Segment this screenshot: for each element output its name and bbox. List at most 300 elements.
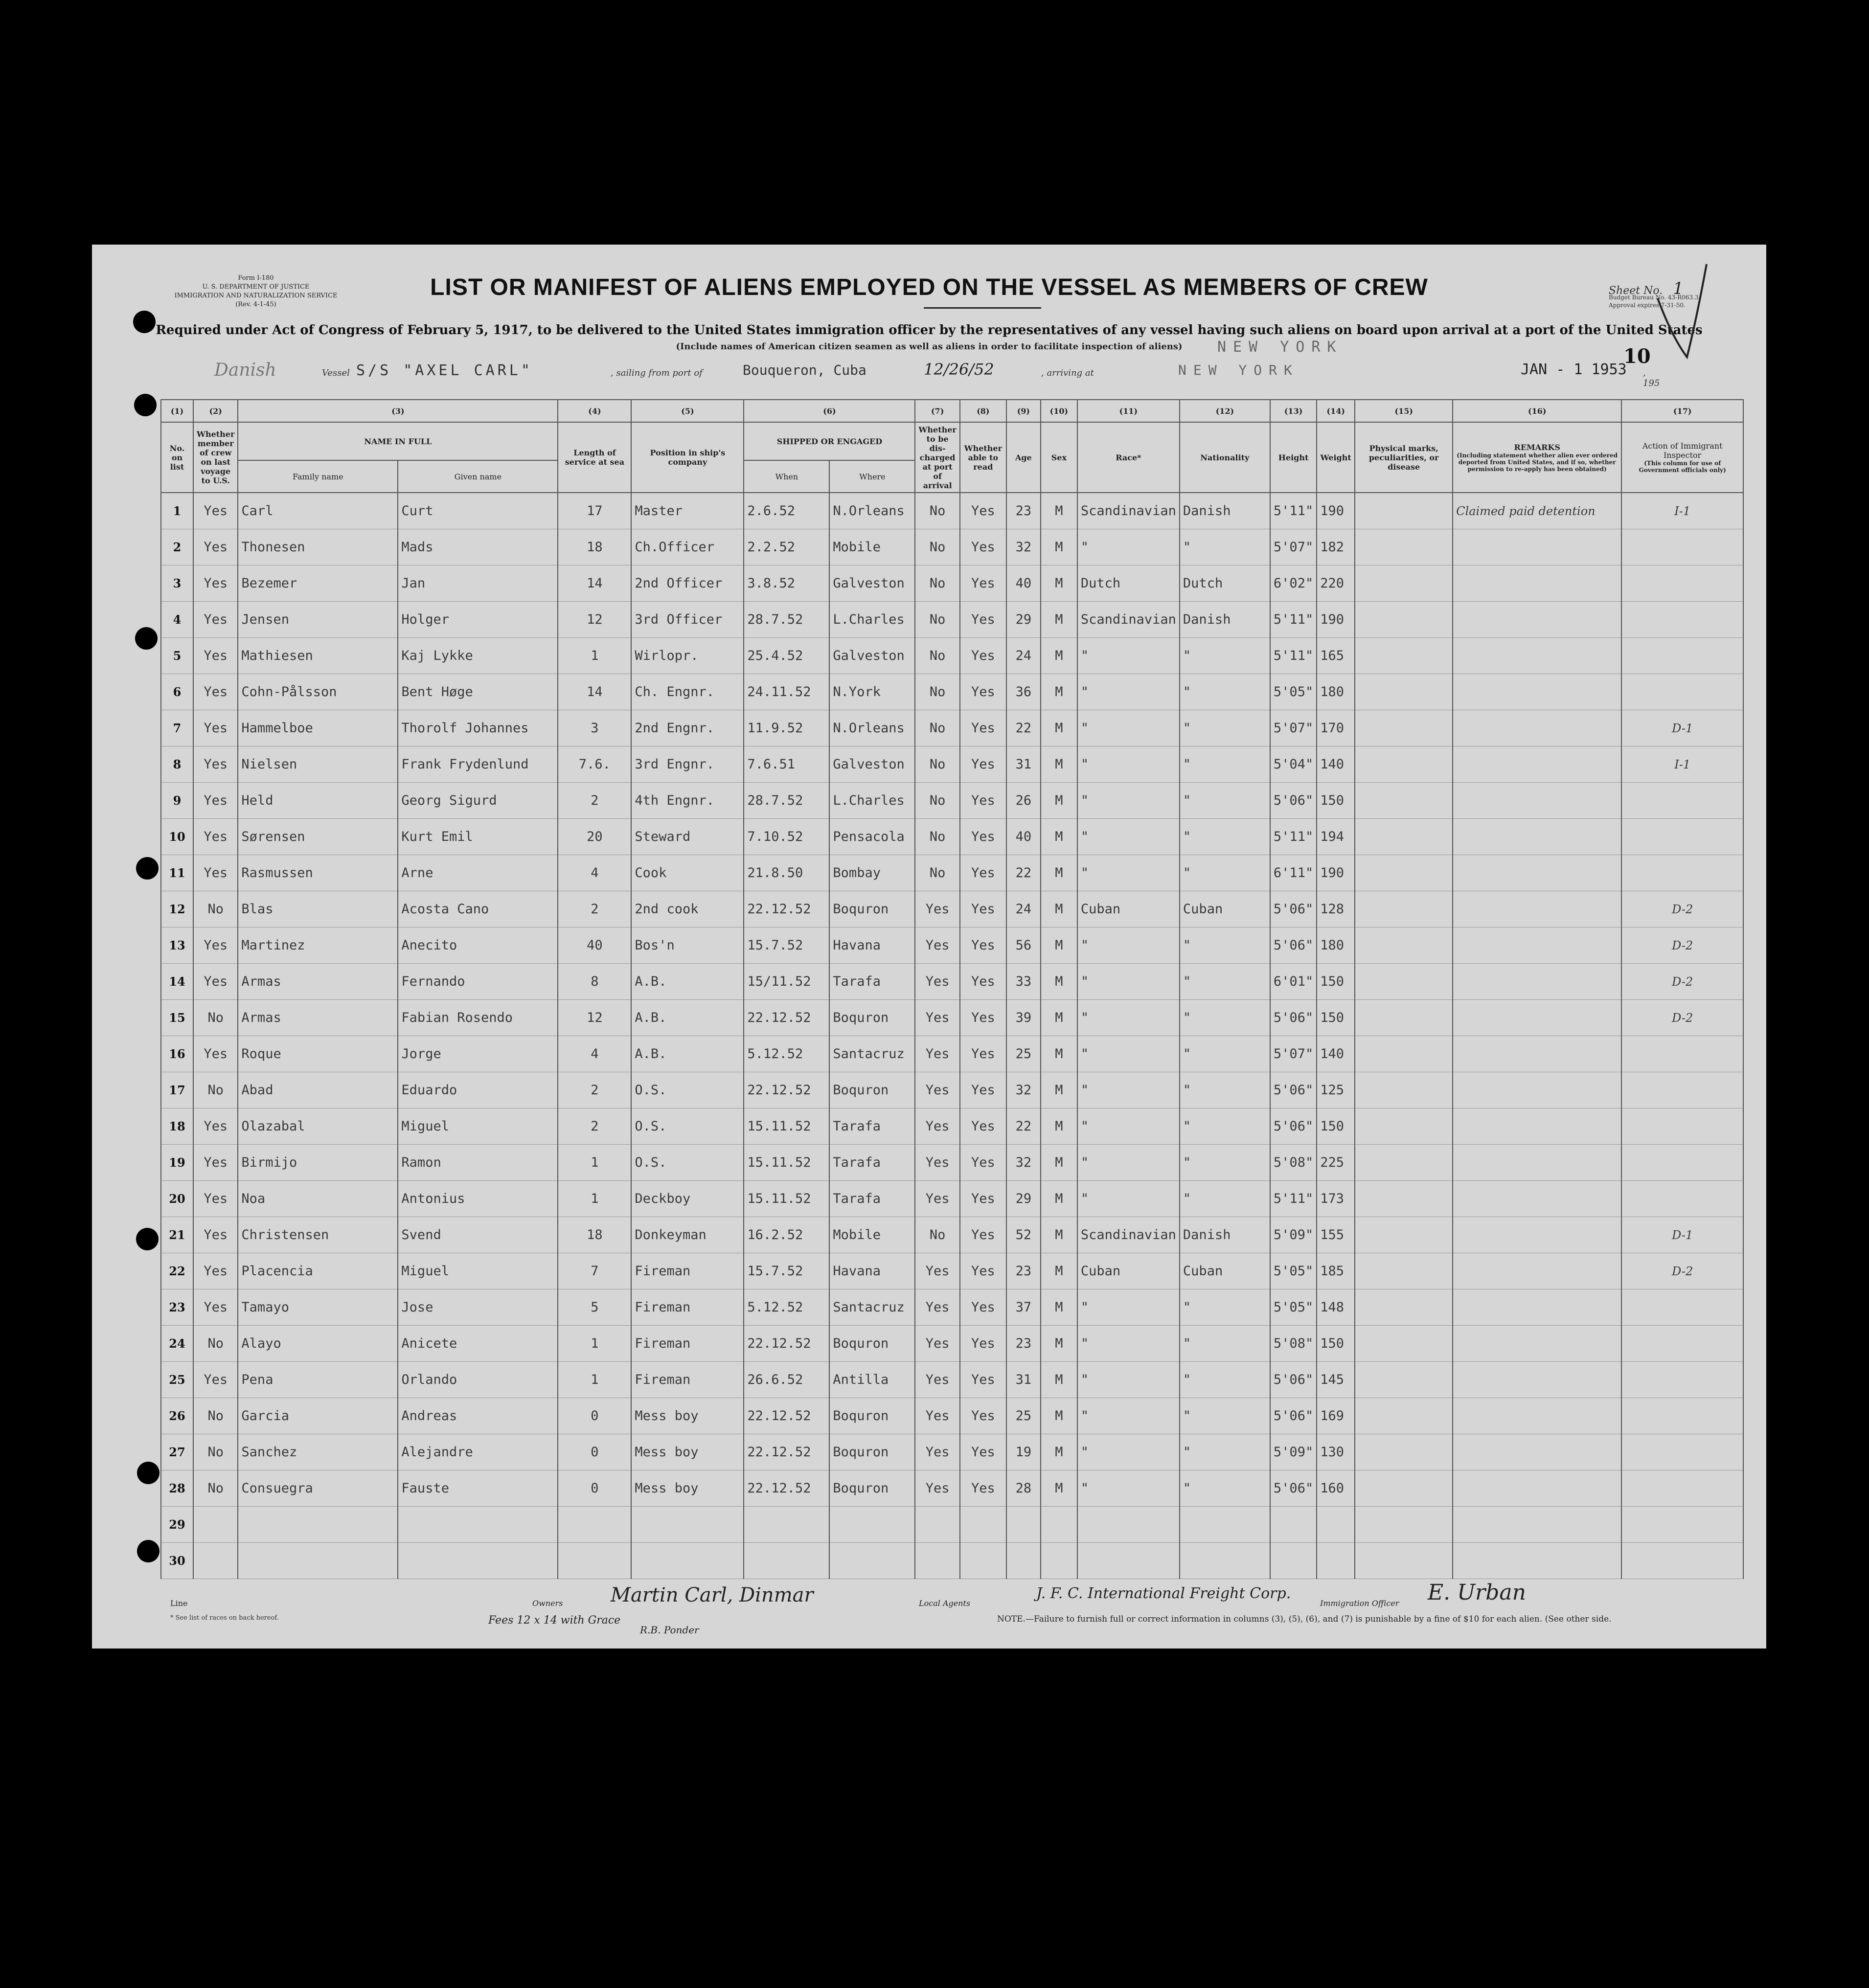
cell-shipped-where: N.York xyxy=(829,674,915,710)
cell-race: Scandinavian xyxy=(1077,1217,1180,1253)
sailing-date: 12/26/52 xyxy=(924,360,994,379)
cell-row-number: 16 xyxy=(161,1036,193,1072)
cell-race: " xyxy=(1077,1289,1180,1326)
cell-age xyxy=(1006,1543,1041,1579)
cell-given-name: Orlando xyxy=(398,1362,558,1398)
cell-row-number: 27 xyxy=(161,1434,193,1470)
cell-weight: 190 xyxy=(1317,602,1355,638)
cell-nationality: " xyxy=(1180,1072,1270,1108)
cell-last-voyage: No xyxy=(193,1072,238,1108)
cell-row-number: 23 xyxy=(161,1289,193,1326)
cell-physical-marks xyxy=(1355,1000,1453,1036)
cell-height: 5'05" xyxy=(1270,674,1317,710)
cell-action: D-2 xyxy=(1621,927,1743,964)
cell-family-name: Garcia xyxy=(238,1398,398,1434)
cell-last-voyage: No xyxy=(193,1000,238,1036)
form-service: IMMIGRATION AND NATURALIZATION SERVICE xyxy=(174,292,338,299)
cell-age: 19 xyxy=(1006,1434,1041,1470)
cell-row-number: 7 xyxy=(161,710,193,746)
cell-remarks xyxy=(1453,1470,1621,1507)
cell-nationality: " xyxy=(1180,1108,1270,1145)
cell-weight: 150 xyxy=(1317,1326,1355,1362)
cell-last-voyage: Yes xyxy=(193,602,238,638)
cell-family-name: Cohn-Pålsson xyxy=(238,674,398,710)
cell-row-number: 10 xyxy=(161,819,193,855)
cell-length-service: 2 xyxy=(558,1072,631,1108)
cell-length-service: 0 xyxy=(558,1398,631,1434)
cell-family-name: Mathiesen xyxy=(238,638,398,674)
cell-physical-marks xyxy=(1355,493,1453,529)
cell-shipped-when: 15.11.52 xyxy=(744,1181,829,1217)
table-row xyxy=(161,1072,1743,1108)
cell-length-service: 18 xyxy=(558,1217,631,1253)
cell-age: 40 xyxy=(1006,819,1041,855)
header-given-name: Given name xyxy=(398,460,558,493)
cell-sex: M xyxy=(1041,1108,1077,1145)
cell-discharged: No xyxy=(915,602,959,638)
cell-weight xyxy=(1317,1543,1355,1579)
year-suffix: , 195 xyxy=(1643,368,1660,388)
cell-sex: M xyxy=(1041,1253,1077,1289)
cell-remarks xyxy=(1453,1145,1621,1181)
cell-sex: M xyxy=(1041,638,1077,674)
punch-hole xyxy=(134,394,157,416)
cell-length-service: 40 xyxy=(558,927,631,964)
cell-able-to-read: Yes xyxy=(960,891,1006,927)
cell-given-name: Ramon xyxy=(398,1145,558,1181)
cell-nationality: " xyxy=(1180,1036,1270,1072)
cell-action xyxy=(1621,855,1743,891)
cell-physical-marks xyxy=(1355,1507,1453,1543)
cell-physical-marks xyxy=(1355,1072,1453,1108)
cell-action: D-2 xyxy=(1621,964,1743,1000)
owners-label: Owners xyxy=(532,1599,563,1608)
remarks-subtitle: (Including statement whether alien ever ordered deported from United States, and if so, whether permission to re-apply has been obtained) xyxy=(1457,452,1618,473)
cell-position: Fireman xyxy=(631,1289,744,1326)
cell-able-to-read: Yes xyxy=(960,927,1006,964)
cell-physical-marks xyxy=(1355,783,1453,819)
cell-nationality: " xyxy=(1180,710,1270,746)
from-port: Bouqueron, Cuba xyxy=(743,362,866,378)
cell-shipped-where xyxy=(829,1543,915,1579)
cell-last-voyage: Yes xyxy=(193,855,238,891)
cell-race: " xyxy=(1077,783,1180,819)
cell-action xyxy=(1621,638,1743,674)
cell-discharged: Yes xyxy=(915,1253,959,1289)
cell-shipped-where: Tarafa xyxy=(829,964,915,1000)
cell-action xyxy=(1621,1507,1743,1543)
cell-physical-marks xyxy=(1355,1217,1453,1253)
cell-height: 5'04" xyxy=(1270,746,1317,783)
cell-shipped-where: N.Orleans xyxy=(829,493,915,529)
cell-height: 5'06" xyxy=(1270,1108,1317,1145)
cell-discharged: No xyxy=(915,1217,959,1253)
cell-row-number: 30 xyxy=(161,1543,193,1579)
cell-physical-marks xyxy=(1355,1108,1453,1145)
cell-length-service: 1 xyxy=(558,1145,631,1181)
cell-family-name: Bezemer xyxy=(238,565,398,602)
cell-action xyxy=(1621,1326,1743,1362)
cell-nationality: " xyxy=(1180,529,1270,565)
cell-shipped-where: Pensacola xyxy=(829,819,915,855)
cell-remarks xyxy=(1453,1326,1621,1362)
cell-weight: 170 xyxy=(1317,710,1355,746)
col-num-6: (6) xyxy=(744,400,915,422)
col-num-7: (7) xyxy=(915,400,959,422)
cell-race: " xyxy=(1077,1434,1180,1470)
header-height: Height xyxy=(1270,422,1317,493)
cell-action xyxy=(1621,1108,1743,1145)
cell-able-to-read: Yes xyxy=(960,1326,1006,1362)
cell-nationality: Danish xyxy=(1180,1217,1270,1253)
port-stamp: NEW YORK xyxy=(1217,339,1343,356)
cell-last-voyage: Yes xyxy=(193,710,238,746)
cell-length-service: 5 xyxy=(558,1289,631,1326)
action-title: Action of Immigrant Inspector xyxy=(1642,441,1723,460)
cell-remarks xyxy=(1453,1289,1621,1326)
cell-remarks xyxy=(1453,1543,1621,1579)
cell-discharged: Yes xyxy=(915,1145,959,1181)
cell-length-service: 20 xyxy=(558,819,631,855)
cell-length-service: 2 xyxy=(558,783,631,819)
cell-row-number: 24 xyxy=(161,1326,193,1362)
cell-height: 5'08" xyxy=(1270,1326,1317,1362)
cell-shipped-when xyxy=(744,1543,829,1579)
punch-hole xyxy=(137,1540,160,1562)
cell-row-number: 4 xyxy=(161,602,193,638)
vessel-name: S/S "AXEL CARL" xyxy=(356,362,533,379)
cell-action xyxy=(1621,783,1743,819)
cell-family-name: Roque xyxy=(238,1036,398,1072)
table-row xyxy=(161,1326,1743,1362)
cell-remarks xyxy=(1453,1434,1621,1470)
cell-shipped-when: 22.12.52 xyxy=(744,1434,829,1470)
cell-race: " xyxy=(1077,855,1180,891)
cell-age: 25 xyxy=(1006,1036,1041,1072)
cell-able-to-read: Yes xyxy=(960,1289,1006,1326)
cell-sex: M xyxy=(1041,1326,1077,1362)
cell-nationality xyxy=(1180,1507,1270,1543)
cell-physical-marks xyxy=(1355,819,1453,855)
cell-shipped-when: 2.6.52 xyxy=(744,493,829,529)
cell-position: Fireman xyxy=(631,1362,744,1398)
cell-weight: 165 xyxy=(1317,638,1355,674)
cell-nationality: Cuban xyxy=(1180,891,1270,927)
cell-able-to-read: Yes xyxy=(960,1036,1006,1072)
header-family-name: Family name xyxy=(238,460,398,493)
cell-action xyxy=(1621,1543,1743,1579)
cell-able-to-read: Yes xyxy=(960,855,1006,891)
cell-given-name: Alejandre xyxy=(398,1434,558,1470)
cell-physical-marks xyxy=(1355,1543,1453,1579)
line-label: Line xyxy=(170,1599,188,1608)
header-race: Race* xyxy=(1077,422,1180,493)
cell-physical-marks xyxy=(1355,1036,1453,1072)
cell-age: 32 xyxy=(1006,1145,1041,1181)
cell-height: 6'02" xyxy=(1270,565,1317,602)
col-num-17: (17) xyxy=(1621,400,1743,422)
cell-discharged: Yes xyxy=(915,1072,959,1108)
cell-given-name: Jan xyxy=(398,565,558,602)
cell-remarks: Claimed paid detention xyxy=(1453,493,1621,529)
punch-hole xyxy=(137,1462,160,1484)
cell-weight: 150 xyxy=(1317,783,1355,819)
cell-family-name: Alayo xyxy=(238,1326,398,1362)
cell-last-voyage: Yes xyxy=(193,493,238,529)
cell-row-number: 22 xyxy=(161,1253,193,1289)
table-row xyxy=(161,1217,1743,1253)
cell-last-voyage: Yes xyxy=(193,1362,238,1398)
cell-physical-marks xyxy=(1355,1470,1453,1507)
cell-shipped-where xyxy=(829,1507,915,1543)
cell-discharged: No xyxy=(915,783,959,819)
cell-remarks xyxy=(1453,855,1621,891)
cell-nationality: " xyxy=(1180,746,1270,783)
cell-race: " xyxy=(1077,964,1180,1000)
cell-shipped-when: 22.12.52 xyxy=(744,1470,829,1507)
cell-able-to-read: Yes xyxy=(960,602,1006,638)
cell-family-name: Sanchez xyxy=(238,1434,398,1470)
cell-length-service: 0 xyxy=(558,1434,631,1470)
cell-age: 31 xyxy=(1006,1362,1041,1398)
cell-given-name: Fabian Rosendo xyxy=(398,1000,558,1036)
cell-length-service: 1 xyxy=(558,1362,631,1398)
cell-height: 5'09" xyxy=(1270,1434,1317,1470)
cell-row-number: 20 xyxy=(161,1181,193,1217)
cell-length-service: 1 xyxy=(558,1326,631,1362)
cell-position: O.S. xyxy=(631,1145,744,1181)
cell-weight: 180 xyxy=(1317,927,1355,964)
cell-able-to-read xyxy=(960,1543,1006,1579)
col-num-8: (8) xyxy=(960,400,1006,422)
cell-age: 56 xyxy=(1006,927,1041,964)
cell-action xyxy=(1621,1036,1743,1072)
cell-discharged: No xyxy=(915,565,959,602)
cell-weight: 128 xyxy=(1317,891,1355,927)
action-subtitle: (This column for use of Government officials only) xyxy=(1639,460,1726,474)
cell-age: 23 xyxy=(1006,493,1041,529)
form-revision: (Rev. 4-1-45) xyxy=(235,301,276,308)
cell-discharged: Yes xyxy=(915,1398,959,1434)
cell-physical-marks xyxy=(1355,1253,1453,1289)
col-num-3: (3) xyxy=(238,400,558,422)
cell-shipped-when: 15.7.52 xyxy=(744,1253,829,1289)
cell-family-name xyxy=(238,1543,398,1579)
cell-length-service: 12 xyxy=(558,602,631,638)
cell-age: 22 xyxy=(1006,1108,1041,1145)
cell-able-to-read: Yes xyxy=(960,1434,1006,1470)
cell-last-voyage: No xyxy=(193,1470,238,1507)
cell-last-voyage: Yes xyxy=(193,638,238,674)
cell-sex: M xyxy=(1041,1289,1077,1326)
cell-physical-marks xyxy=(1355,565,1453,602)
cell-family-name: Thonesen xyxy=(238,529,398,565)
cell-age: 31 xyxy=(1006,746,1041,783)
cell-last-voyage: Yes xyxy=(193,529,238,565)
table-row xyxy=(161,1434,1743,1470)
cell-last-voyage: Yes xyxy=(193,927,238,964)
cell-able-to-read: Yes xyxy=(960,746,1006,783)
cell-remarks xyxy=(1453,746,1621,783)
cell-race: Dutch xyxy=(1077,565,1180,602)
cell-age: 23 xyxy=(1006,1253,1041,1289)
cell-last-voyage: Yes xyxy=(193,783,238,819)
cell-sex: M xyxy=(1041,493,1077,529)
cell-shipped-when: 21.8.50 xyxy=(744,855,829,891)
cell-last-voyage: No xyxy=(193,1326,238,1362)
cell-row-number: 17 xyxy=(161,1072,193,1108)
cell-shipped-where: Boquron xyxy=(829,1434,915,1470)
cell-action xyxy=(1621,1145,1743,1181)
cell-row-number: 2 xyxy=(161,529,193,565)
cell-family-name: Carl xyxy=(238,493,398,529)
cell-weight: 140 xyxy=(1317,746,1355,783)
cell-shipped-when: 24.11.52 xyxy=(744,674,829,710)
cell-shipped-when xyxy=(744,1507,829,1543)
cell-weight xyxy=(1317,1507,1355,1543)
cell-row-number: 15 xyxy=(161,1000,193,1036)
cell-height: 5'06" xyxy=(1270,1470,1317,1507)
cell-action xyxy=(1621,1181,1743,1217)
cell-position: Mess boy xyxy=(631,1398,744,1434)
header-nationality: Nationality xyxy=(1180,422,1270,493)
cell-discharged: No xyxy=(915,674,959,710)
cell-family-name: Hammelboe xyxy=(238,710,398,746)
margin-annotation: Fees 12 x 14 with Grace xyxy=(488,1614,621,1627)
cell-shipped-where: Santacruz xyxy=(829,1036,915,1072)
cell-race: " xyxy=(1077,710,1180,746)
cell-remarks xyxy=(1453,1362,1621,1398)
cell-row-number: 18 xyxy=(161,1108,193,1145)
cell-weight: 130 xyxy=(1317,1434,1355,1470)
cell-weight: 160 xyxy=(1317,1470,1355,1507)
cell-shipped-when: 15.7.52 xyxy=(744,927,829,964)
cell-discharged: Yes xyxy=(915,1000,959,1036)
header-when: When xyxy=(744,460,829,493)
cell-age: 39 xyxy=(1006,1000,1041,1036)
cell-length-service: 14 xyxy=(558,674,631,710)
cell-race: " xyxy=(1077,1326,1180,1362)
cell-physical-marks xyxy=(1355,1289,1453,1326)
cell-shipped-where: Boquron xyxy=(829,1398,915,1434)
cell-height: 5'07" xyxy=(1270,1036,1317,1072)
cell-race: Cuban xyxy=(1077,1253,1180,1289)
cell-sex: M xyxy=(1041,1398,1077,1434)
cell-height: 5'05" xyxy=(1270,1253,1317,1289)
cell-physical-marks xyxy=(1355,1145,1453,1181)
col-num-13: (13) xyxy=(1270,400,1317,422)
cell-last-voyage: No xyxy=(193,1398,238,1434)
cell-discharged xyxy=(915,1507,959,1543)
cell-race: " xyxy=(1077,529,1180,565)
table-row xyxy=(161,1108,1743,1145)
cell-action xyxy=(1621,1289,1743,1326)
cell-height: 5'06" xyxy=(1270,927,1317,964)
cell-row-number: 25 xyxy=(161,1362,193,1398)
cell-remarks xyxy=(1453,1217,1621,1253)
header-sex: Sex xyxy=(1041,422,1077,493)
cell-sex: M xyxy=(1041,1000,1077,1036)
col-num-15: (15) xyxy=(1355,400,1453,422)
cell-given-name: Antonius xyxy=(398,1181,558,1217)
cell-height: 5'11" xyxy=(1270,493,1317,529)
table-row xyxy=(161,674,1743,710)
cell-race: " xyxy=(1077,1072,1180,1108)
col-num-1: (1) xyxy=(161,400,193,422)
cell-discharged: Yes xyxy=(915,1326,959,1362)
cell-family-name: Rasmussen xyxy=(238,855,398,891)
cell-length-service: 12 xyxy=(558,1000,631,1036)
col-num-14: (14) xyxy=(1317,400,1355,422)
punch-hole xyxy=(136,1228,159,1250)
officer-label: Immigration Officer xyxy=(1320,1599,1399,1608)
table-row xyxy=(161,1036,1743,1072)
cell-action xyxy=(1621,1398,1743,1434)
cell-height: 5'06" xyxy=(1270,891,1317,927)
cell-given-name: Anicete xyxy=(398,1326,558,1362)
cell-last-voyage: No xyxy=(193,1434,238,1470)
cell-sex: M xyxy=(1041,819,1077,855)
cell-shipped-when: 22.12.52 xyxy=(744,891,829,927)
cell-nationality: Dutch xyxy=(1180,565,1270,602)
cell-nationality: " xyxy=(1180,1398,1270,1434)
margin-initials: R.B. Ponder xyxy=(640,1624,699,1636)
cell-sex: M xyxy=(1041,1470,1077,1507)
cell-family-name: Jensen xyxy=(238,602,398,638)
cell-sex: M xyxy=(1041,1217,1077,1253)
cell-height: 5'06" xyxy=(1270,1362,1317,1398)
cell-nationality: Danish xyxy=(1180,602,1270,638)
header-length-service: Length of service at sea xyxy=(558,422,631,493)
approval-expiry: Approval expires 7-31-50. xyxy=(1609,302,1686,309)
cell-nationality: " xyxy=(1180,1470,1270,1507)
table-row xyxy=(161,855,1743,891)
header-where: Where xyxy=(829,460,915,493)
cell-weight: 194 xyxy=(1317,819,1355,855)
cell-nationality: " xyxy=(1180,1362,1270,1398)
cell-weight: 150 xyxy=(1317,1000,1355,1036)
cell-position: 3rd Engnr. xyxy=(631,746,744,783)
cell-position: Ch.Officer xyxy=(631,529,744,565)
table-row xyxy=(161,565,1743,602)
punch-hole xyxy=(136,857,159,880)
table-row xyxy=(161,602,1743,638)
cell-age: 36 xyxy=(1006,674,1041,710)
cell-weight: 225 xyxy=(1317,1145,1355,1181)
cell-length-service: 8 xyxy=(558,964,631,1000)
check-mark-icon xyxy=(1653,259,1711,362)
col-num-16: (16) xyxy=(1453,400,1621,422)
cell-nationality: " xyxy=(1180,783,1270,819)
cell-row-number: 14 xyxy=(161,964,193,1000)
header-discharged: Whether to be dis-charged at port of arrival xyxy=(915,422,959,493)
cell-nationality: " xyxy=(1180,1289,1270,1326)
cell-shipped-when: 28.7.52 xyxy=(744,783,829,819)
header-action xyxy=(1621,422,1743,493)
officer-signature: E. Urban xyxy=(1428,1580,1526,1605)
cell-race: " xyxy=(1077,1108,1180,1145)
cell-given-name: Acosta Cano xyxy=(398,891,558,927)
cell-family-name: Blas xyxy=(238,891,398,927)
arrival-date-stamp: JAN - 1 1953 xyxy=(1521,361,1627,378)
cell-shipped-where: L.Charles xyxy=(829,602,915,638)
cell-discharged: Yes xyxy=(915,1036,959,1072)
cell-age: 24 xyxy=(1006,638,1041,674)
cell-length-service xyxy=(558,1543,631,1579)
cell-physical-marks xyxy=(1355,927,1453,964)
cell-action xyxy=(1621,819,1743,855)
cell-last-voyage xyxy=(193,1543,238,1579)
